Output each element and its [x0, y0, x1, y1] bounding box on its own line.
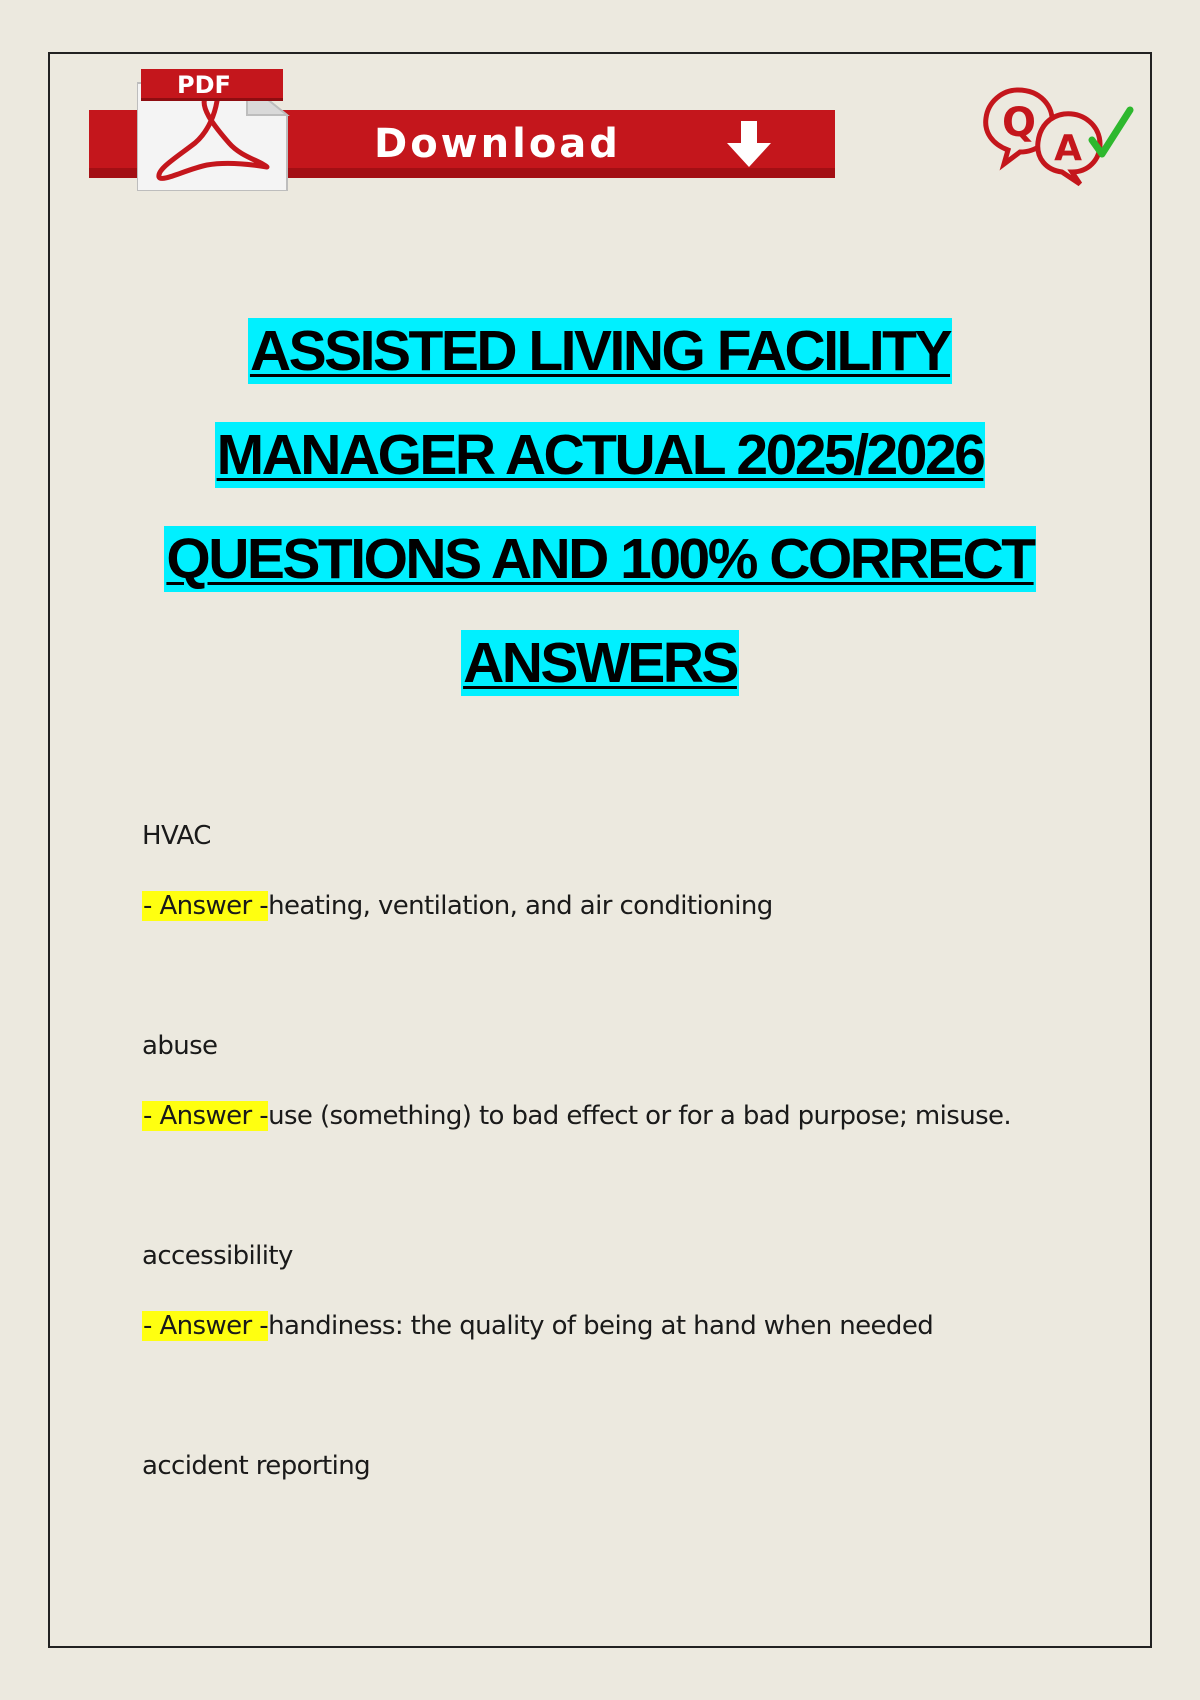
document-title — [60, 318, 1140, 734]
download-label: Download — [374, 121, 621, 167]
question-term: accident reporting — [142, 1451, 370, 1481]
answer-line — [142, 886, 773, 926]
answer-line — [142, 1306, 933, 1346]
question-term: abuse — [142, 1031, 218, 1061]
answer-text: handiness: the quality of being at hand when needed — [268, 1311, 934, 1341]
qa-list — [142, 816, 1122, 1656]
pdf-file-icon — [137, 65, 292, 191]
title-line-3: QUESTIONS AND 100% CORRECT — [166, 527, 1034, 591]
title-line-2: MANAGER ACTUAL 2025/2026 — [216, 423, 984, 487]
qa-item — [142, 816, 1122, 1026]
qa-logo — [980, 80, 1140, 190]
answer-line — [142, 1096, 1011, 1136]
answer-text: heating, ventilation, and air conditioning — [268, 891, 773, 921]
question-term: HVAC — [142, 821, 211, 851]
answer-tag: - Answer - — [143, 891, 269, 921]
download-arrow-icon — [719, 119, 779, 171]
answer-tag: - Answer - — [143, 1101, 269, 1131]
question-term: accessibility — [142, 1241, 293, 1271]
answer-text: use (something) to bad effect or for a bad purpose; misuse. — [268, 1101, 1012, 1131]
a-letter: A — [1054, 128, 1082, 169]
q-letter: Q — [1001, 100, 1037, 146]
qa-item — [142, 1026, 1122, 1236]
pdf-label: PDF — [141, 69, 283, 101]
title-line-4: ANSWERS — [463, 631, 737, 695]
qa-item — [142, 1236, 1122, 1446]
answer-tag: - Answer - — [143, 1311, 269, 1341]
qa-item — [142, 1446, 1122, 1656]
title-line-1: ASSISTED LIVING FACILITY — [249, 319, 951, 383]
pdf-download-button[interactable] — [89, 63, 835, 191]
